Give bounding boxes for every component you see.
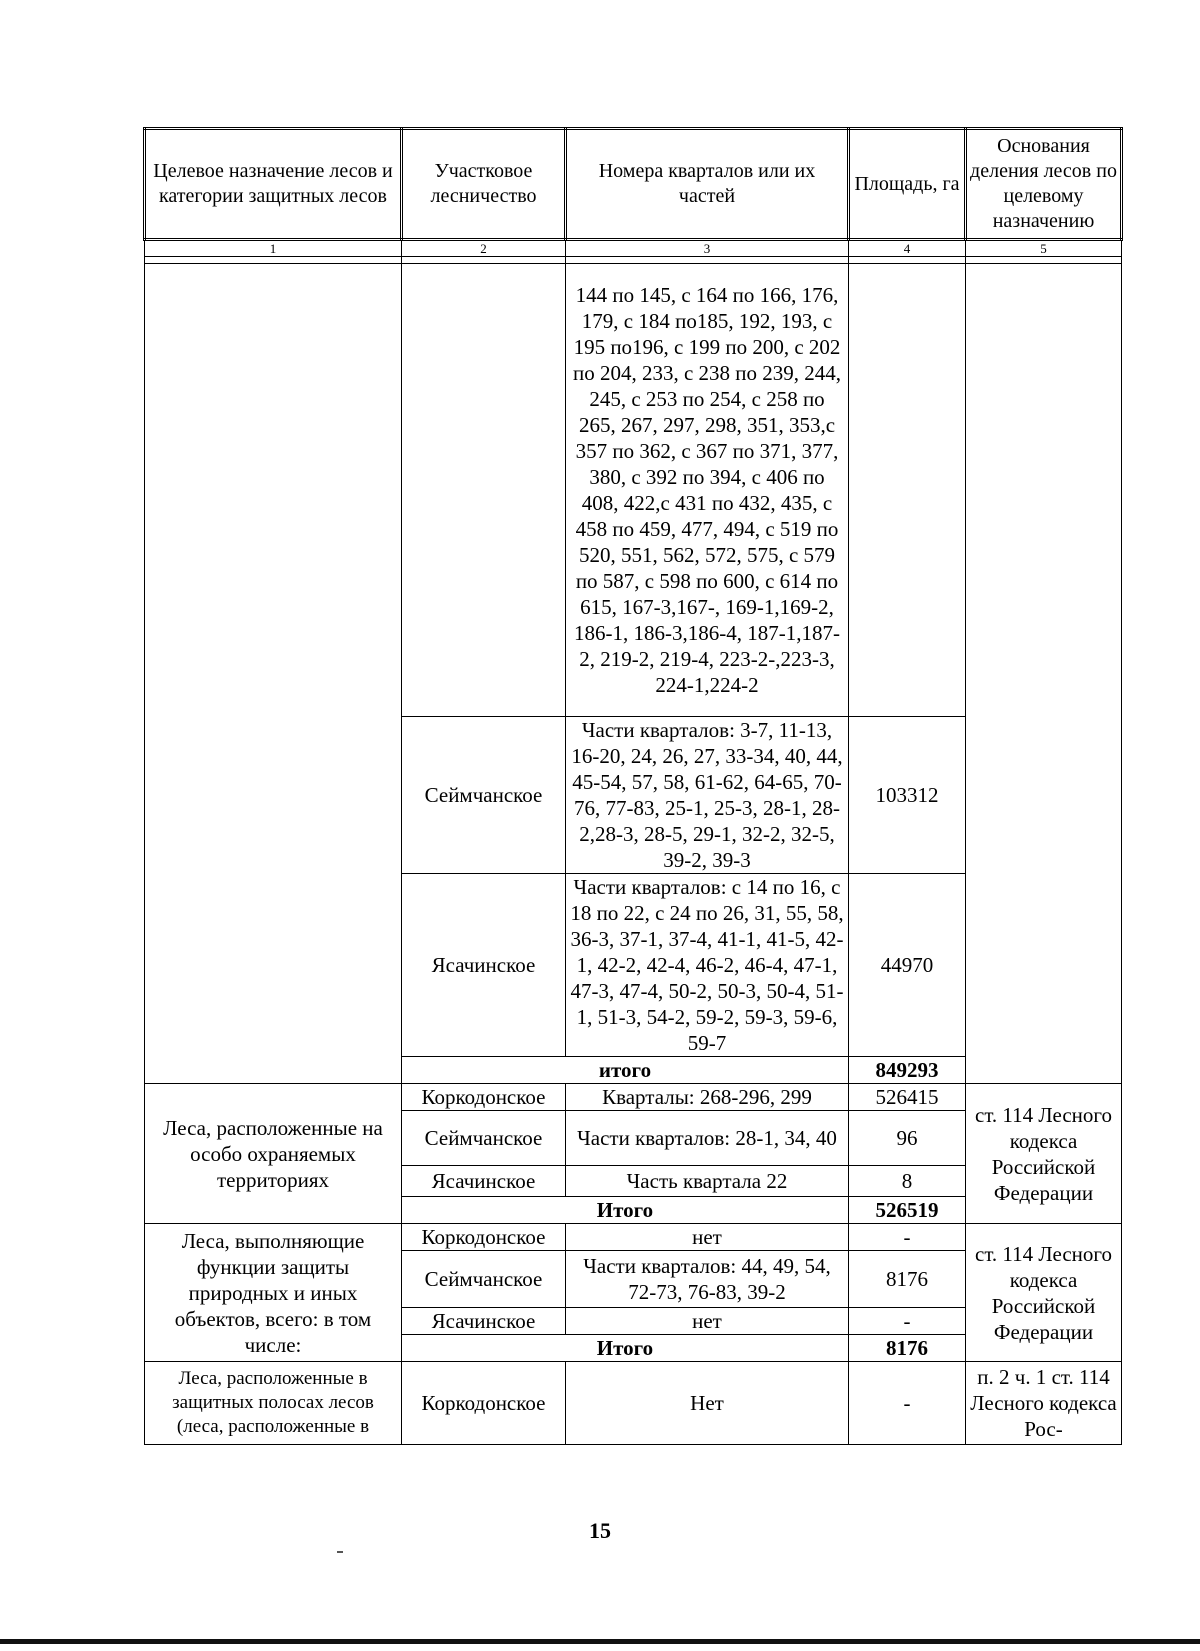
- purpose-cell: Леса, выполняющие функции защиты природных и иных объектов, всего: в том числе:: [145, 1224, 402, 1362]
- forestry-cell: Ясачинское: [402, 1308, 566, 1335]
- quarters-cell: Часть квартала 22: [566, 1166, 849, 1197]
- area-cell: -: [849, 1308, 966, 1335]
- quarters-cell: Кварталы: 268-296, 299: [566, 1084, 849, 1111]
- column-number: 4: [849, 240, 966, 257]
- area-cell-empty: [849, 264, 966, 717]
- forestry-cell: Коркодонское: [402, 1084, 566, 1111]
- column-number: 1: [145, 240, 402, 257]
- area-cell: 103312: [849, 717, 966, 874]
- forestry-cell: Коркодонское: [402, 1224, 566, 1251]
- forest-purpose-table: [143, 127, 1120, 1445]
- header-row: [145, 129, 1122, 240]
- forestry-cell: Коркодонское: [402, 1362, 566, 1445]
- table-row: [145, 1362, 1122, 1445]
- total-label: Итого: [402, 1335, 849, 1362]
- table-row: [145, 264, 1122, 717]
- quarters-cell: Части кварталов: с 14 по 16, с 18 по 22, с 24 по 26, 31, 55, 58, 36-3, 37-1, 37-4, 41-1, 41-5, 42-1, 42-2, 42-4, 46-2, 46-4, 47-1, 47-3, 47-4, 50-2, 50-3, 50-4, 51-1, 51-3, 54-2, 59-2, 59-3, 59-6, 59-7: [566, 874, 849, 1057]
- forestry-cell-empty: [402, 264, 566, 717]
- area-cell: 44970: [849, 874, 966, 1057]
- area-cell: 8176: [849, 1251, 966, 1308]
- column-number: 3: [566, 240, 849, 257]
- bottom-rule: [0, 1639, 1200, 1644]
- separator-row: [145, 257, 1122, 264]
- basis-cell: ст. 114 Лесного кодекса Российской Федерации: [966, 1084, 1122, 1224]
- total-area: 8176: [849, 1335, 966, 1362]
- basis-cell-empty: [966, 264, 1122, 1084]
- quarters-cell: нет: [566, 1224, 849, 1251]
- total-area: 526519: [849, 1197, 966, 1224]
- purpose-cell: Леса, расположенные в защитных полосах лесов (леса, расположенные в: [145, 1362, 402, 1445]
- header-basis: Основания деления лесов по целевому назначению: [966, 129, 1122, 240]
- basis-cell: п. 2 ч. 1 ст. 114 Лесного кодекса Рос-: [966, 1362, 1122, 1445]
- forestry-cell: Ясачинское: [402, 874, 566, 1057]
- forestry-cell: Сеймчанское: [402, 717, 566, 874]
- scan-speck: [337, 1551, 343, 1553]
- area-cell: 96: [849, 1111, 966, 1166]
- forestry-cell: Ясачинское: [402, 1166, 566, 1197]
- total-area: 849293: [849, 1057, 966, 1084]
- column-number-row: [145, 240, 1122, 257]
- area-cell: -: [849, 1362, 966, 1445]
- quarters-cell: нет: [566, 1308, 849, 1335]
- area-cell: 526415: [849, 1084, 966, 1111]
- table-row: [145, 1224, 1122, 1251]
- header-purpose: Целевое назначение лесов и категории защитных лесов: [145, 129, 402, 240]
- quarters-cell: Части кварталов: 28-1, 34, 40: [566, 1111, 849, 1166]
- column-number: 5: [966, 240, 1122, 257]
- header-forestry: Участковое лесничество: [402, 129, 566, 240]
- quarters-cell: Части кварталов: 44, 49, 54, 72-73, 76-83, 39-2: [566, 1251, 849, 1308]
- purpose-cell-empty: [145, 264, 402, 1084]
- page-number: 15: [589, 1518, 611, 1543]
- header-area: Площадь, га: [849, 129, 966, 240]
- forestry-cell: Сеймчанское: [402, 1251, 566, 1308]
- basis-cell: ст. 114 Лесного кодекса Российской Федерации: [966, 1224, 1122, 1362]
- header-quarters: Номера кварталов или их частей: [566, 129, 849, 240]
- quarters-cell: 144 по 145, с 164 по 166, 176, 179, с 184 по185, 192, 193, с 195 по196, с 199 по 200, с 202 по 204, 233, с 238 по 239, 244, 245, с 253 по 254, с 258 по 265, 267, 297, 298, 351, 353,с 357 по 362, с 367 по 371, 377, 380, с 392 по 394, с 406 по 408, 422,с 431 по 432, 435, с 458 по 459, 477, 494, с 519 по 520, 551, 562, 572, 575, с 579 по 587, с 598 по 600, с 614 по 615, 167-3,167-, 169-1,169-2, 186-1, 186-3,186-4, 187-1,187-2, 219-2, 219-4, 223-2-,223-3, 224-1,224-2: [566, 264, 849, 717]
- column-number: 2: [402, 240, 566, 257]
- purpose-cell: Леса, расположенные на особо охраняемых территориях: [145, 1084, 402, 1224]
- area-cell: 8: [849, 1166, 966, 1197]
- total-label: Итого: [402, 1197, 849, 1224]
- area-cell: -: [849, 1224, 966, 1251]
- total-label: итого: [402, 1057, 849, 1084]
- quarters-cell: Части кварталов: 3-7, 11-13, 16-20, 24, 26, 27, 33-34, 40, 44, 45-54, 57, 58, 61-62, 64-65, 70-76, 77-83, 25-1, 25-3, 28-1, 28-2,28-3, 28-5, 29-1, 32-2, 32-5, 39-2, 39-3: [566, 717, 849, 874]
- forestry-cell: Сеймчанское: [402, 1111, 566, 1166]
- table-row: [145, 1084, 1122, 1111]
- quarters-cell: Нет: [566, 1362, 849, 1445]
